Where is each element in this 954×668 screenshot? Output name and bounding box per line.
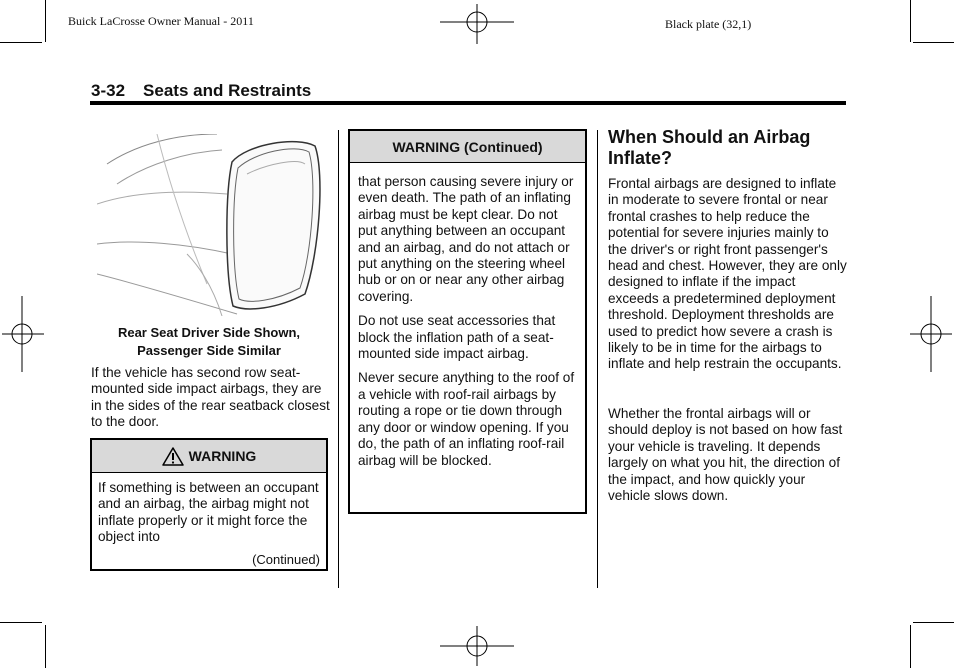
column-divider <box>338 130 339 588</box>
deployment-paragraph: Whether the frontal airbags will or should deploy is not based on how fast your vehicle is traveling. It depends largely on what you hit, the direction of the impact, and how quickly your vehicle slows down. <box>608 406 843 504</box>
crop-mark <box>45 0 46 42</box>
warning-paragraph: Never secure anything to the roof of a vehicle with roof-rail airbags by routing a rope or tie down through any door or window opening. If you do, the path of an inflating roof-rail airbag will be blocked. <box>358 370 575 468</box>
section-rule <box>90 101 846 105</box>
warning-text: If something is between an occupant and an airbag, the airbag might not inflate properly or it might force the object into <box>98 480 319 545</box>
warning-title: WARNING <box>188 448 257 464</box>
crop-mark <box>0 42 42 43</box>
registration-mark-top <box>440 4 514 44</box>
warning-continued-box <box>348 129 587 514</box>
warning-continued-header: WARNING (Continued) <box>350 131 585 163</box>
crop-mark <box>910 0 911 42</box>
warning-box <box>90 438 328 571</box>
subsection-heading: When Should an Airbag Inflate? <box>608 127 811 168</box>
warning-paragraph: Do not use seat accessories that block the inflation path of a seat-mounted side impact airbag. <box>358 313 556 362</box>
figure-caption-line: Rear Seat Driver Side Shown, <box>117 325 301 340</box>
column-divider <box>597 130 598 588</box>
crop-mark <box>0 622 42 623</box>
warning-paragraph: that person causing severe injury or even death. The path of an inflating airbag must be kept clear. Do not put anything between an occupant and an airbag, and do not attach or put anything on the steering wheel hub or on or near any other airbag covering. <box>358 174 574 304</box>
section-heading <box>91 81 311 101</box>
seat-airbag-illustration <box>97 134 322 316</box>
page-number: 3-32 <box>91 81 126 100</box>
registration-mark-left <box>2 296 44 372</box>
registration-mark-right <box>910 296 952 372</box>
warning-continued-body <box>350 163 585 469</box>
continued-label: (Continued) <box>252 552 320 567</box>
crop-mark <box>45 625 46 668</box>
manual-title: Buick LaCrosse Owner Manual - 2011 <box>68 14 254 28</box>
registration-mark-bottom <box>440 626 514 666</box>
figure-caption <box>91 324 327 360</box>
warning-triangle-icon <box>162 447 184 466</box>
crop-mark <box>910 625 911 668</box>
section-title: Seats and Restraints <box>143 81 312 100</box>
crop-mark <box>913 42 954 43</box>
frontal-airbag-paragraph: Frontal airbags are designed to inflate in moderate to severe frontal or near frontal crashes to help reduce the potential for severe injuries mainly to the driver's or right front passenger's head and chest. However, they are only designed to inflate if the impact exceeds a predetermined deployment threshold. Deployment thresholds are used to predict how severe a crash is likely to be in time for the airbags to inflate and help restrain the occupants. <box>608 176 847 372</box>
plate-label: Black plate (32,1) <box>665 17 752 31</box>
side-airbag-paragraph: If the vehicle has second row seat-mounted side impact airbags, they are in the sides of the rear seatback closest to the door. <box>91 365 330 430</box>
crop-mark <box>913 622 954 623</box>
warning-header <box>92 440 326 473</box>
figure-caption-line: Passenger Side Similar <box>137 343 281 358</box>
